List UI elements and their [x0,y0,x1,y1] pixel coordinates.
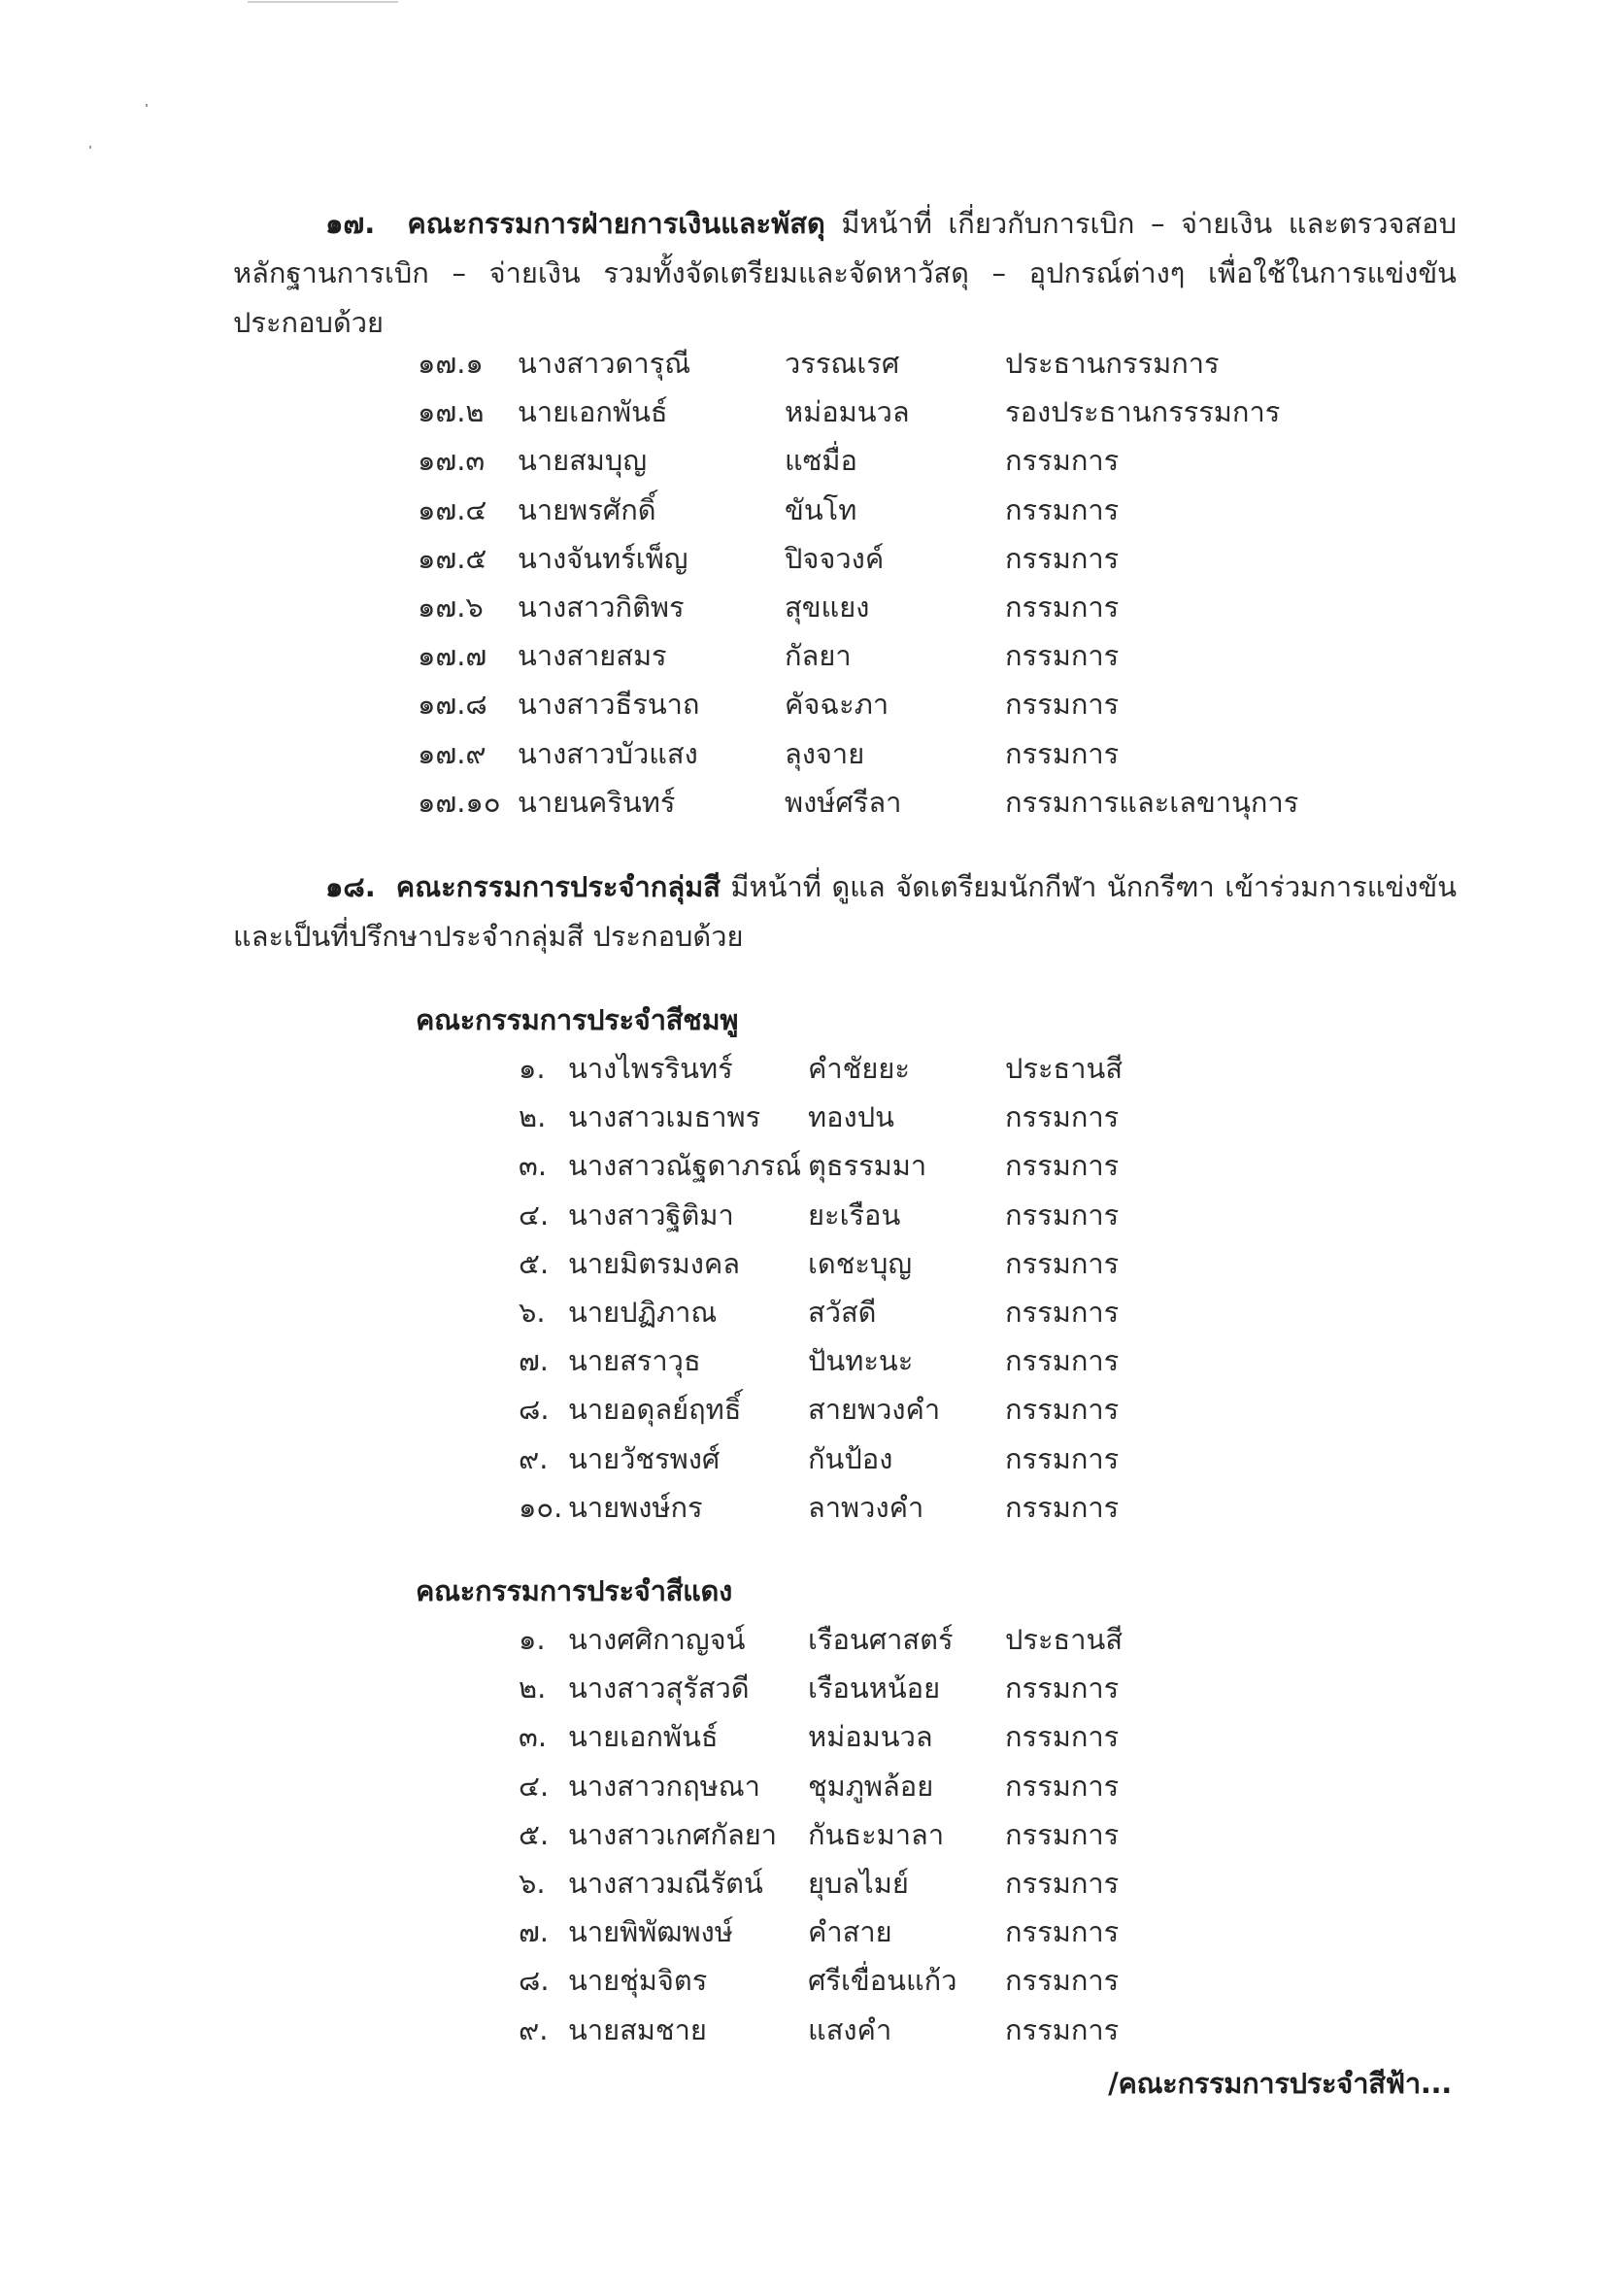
member-surname: ทองปน [808,1100,894,1134]
member-row [0,685,1610,724]
member-surname: เรือนศาสตร์ [808,1623,954,1656]
member-name: นางสาวฐิติมา [568,1198,734,1232]
member-name: นายเอกพันธ์ [568,1720,719,1754]
member-name: นางจันทร์เพ็ญ [518,541,688,575]
member-row [0,344,1610,383]
member-row [0,588,1610,626]
continuation-note: /คณะกรรมการประจำสีฟ้า... [1108,2067,1452,2100]
member-number: ๙. [519,2012,549,2046]
member-surname: เดชะบุญ [808,1246,913,1280]
member-name: นายปฏิภาณ [568,1296,718,1329]
member-surname: หม่อมนวล [808,1720,933,1754]
member-role: กรรมการ [1005,444,1120,478]
member-role: กรรมการและเลขานุการ [1005,785,1299,819]
member-role: กรรมการ [1005,492,1120,526]
member-number: ๖. [519,1867,546,1900]
member-number: ๕. [519,1246,550,1280]
member-number: ๑๗.๑๐ [418,785,501,819]
member-number: ๑๗.๖ [418,591,484,624]
member-row [0,1097,1610,1136]
member-surname: ตุธรรมมา [808,1149,927,1183]
member-role: กรรมการ [1005,1671,1120,1705]
member-role: กรรมการ [1005,639,1120,673]
member-role: รองประธานกรรรมการ [1005,395,1281,429]
member-role: กรรมการ [1005,688,1120,722]
member-number: ๔. [519,1769,550,1803]
section-18-paragraph [233,862,1457,962]
member-name: นายมิตรมงคล [568,1246,741,1280]
member-number: ๔. [519,1198,550,1232]
member-name: นางสาวบัวแสง [518,736,698,770]
member-role: กรรมการ [1005,1867,1120,1900]
member-name: นายอดุลย์ฤทธิ์ [568,1393,742,1427]
member-name: นางไพรรินทร์ [568,1052,733,1085]
member-role: กรรมการ [1005,541,1120,575]
member-surname: วรรณเรศ [785,347,900,380]
member-name: นายพรศักดิ์ [518,492,656,526]
member-row [0,2010,1610,2049]
member-row [0,1293,1610,1332]
member-role: กรรมการ [1005,1198,1120,1232]
member-role: กรรมการ [1005,1296,1120,1329]
member-name: นายพงษ์กร [568,1490,703,1524]
member-row [0,1146,1610,1185]
section-17-line-2: หลักฐานการเบิก – จ่ายเงิน รวมทั้งจัดเตรียมและจัดหาวัสดุ – อุปกรณ์ต่างๆ เพื่อใช้ในการแข่งขัน [233,256,1457,289]
member-row [0,1244,1610,1283]
member-surname: สายพวงคำ [808,1393,941,1427]
member-name: นายพิพัฒพงษ์ [568,1915,733,1949]
member-row [0,1390,1610,1429]
member-row [0,1864,1610,1903]
member-number: ๗. [519,1344,550,1378]
member-number: ๘. [519,1964,550,1998]
member-name: นางสาวกฤษณา [568,1769,760,1803]
member-surname: กันป้อง [808,1441,893,1475]
member-name: นางสาวเมธาพร [568,1100,761,1134]
member-row [0,441,1610,480]
member-surname: แซมื่อ [785,444,857,478]
member-surname: คำสาย [808,1915,892,1949]
member-surname: สวัสดี [808,1296,877,1329]
member-name: นายชุ่มจิตร [568,1964,708,1998]
member-role: กรรมการ [1005,1817,1120,1851]
member-name: นายวัชรพงศ์ [568,1441,721,1475]
member-number: ๑๗.๕ [418,541,487,575]
member-row [0,490,1610,529]
member-role: กรรมการ [1005,1964,1120,1998]
member-row [0,1912,1610,1951]
section-18-line-1-text: มีหน้าที่ ดูแล จัดเตรียมนักกีฬา นักกรีฑา เข้าร่วมการแข่งขัน [730,870,1458,903]
member-row [0,1196,1610,1234]
member-number: ๕. [519,1817,550,1851]
member-role: กรรมการ [1005,1915,1120,1949]
member-row [0,392,1610,431]
member-number: ๑. [519,1623,546,1656]
member-role: ประธานสี [1005,1623,1124,1656]
member-surname: ปิจจวงค์ [785,541,885,575]
member-surname: ยะเรือน [808,1198,901,1232]
member-number: ๑๗.๓ [418,444,486,478]
member-name: นางศศิกาญจน์ [568,1623,746,1656]
member-name: นางสาวดารุณี [518,347,691,380]
member-surname: เรือนหน้อย [808,1671,941,1705]
member-name: นายสมชาย [568,2012,707,2046]
member-number: ๖. [519,1296,546,1329]
member-role: กรรมการ [1005,1720,1120,1754]
member-name: นางสายสมร [518,639,667,673]
member-row [0,1488,1610,1527]
red-group-heading: คณะกรรมการประจำสีแดง [416,1574,732,1607]
member-row [0,1620,1610,1659]
member-number: ๑๗.๘ [418,688,487,722]
member-role: กรรมการ [1005,2012,1120,2046]
member-surname: คำชัยยะ [808,1052,910,1085]
member-name: นายนครินทร์ [518,785,676,819]
member-role: กรรมการ [1005,1100,1120,1134]
member-row [0,1961,1610,2000]
section-18-line-1 [233,862,1457,912]
member-number: ๒. [519,1671,547,1705]
member-number: ๙. [519,1441,549,1475]
member-role: กรรมการ [1005,1246,1120,1280]
member-surname: ปันทะนะ [808,1344,914,1378]
member-row [0,734,1610,773]
member-row [0,1049,1610,1088]
member-surname: แสงคำ [808,2012,892,2046]
member-number: ๑๗.๗ [418,639,487,673]
member-number: ๑๗.๑ [418,347,484,380]
member-number: ๗. [519,1915,550,1949]
member-role: กรรมการ [1005,736,1120,770]
member-surname: คัจฉะภา [785,688,889,722]
member-role: กรรมการ [1005,1393,1120,1427]
member-surname: หม่อมนวล [785,395,910,429]
pink-group-heading: คณะกรรมการประจำสีชมพู [416,1003,739,1036]
section-18-line-2: และเป็นที่ปรึกษาประจำกลุ่มสี ประกอบด้วย [233,920,744,953]
member-number: ๑๗.๒ [418,395,485,429]
member-name: นายสราวุธ [568,1344,701,1378]
member-row [0,1669,1610,1707]
member-surname: ลุงจาย [785,736,865,770]
member-surname: กันธะมาลา [808,1817,945,1851]
member-name: นางสาวณัฐดาภรณ์ [568,1149,802,1183]
member-surname: ชุมภูพล้อย [808,1769,934,1803]
member-name: นางสาวกิติพร [518,591,685,624]
member-number: ๑. [519,1052,546,1085]
member-number: ๑๗.๙ [418,736,486,770]
member-row [0,1767,1610,1806]
member-surname: ลาพวงคำ [808,1490,924,1524]
member-name: นายเอกพันธ์ [518,395,668,429]
member-role: กรรมการ [1005,1769,1120,1803]
member-name: นายสมบุญ [518,444,648,478]
member-surname: ศรีเขื่อนแก้ว [808,1964,957,1998]
member-surname: ยุบลไมย์ [808,1867,909,1900]
member-name: นางสาวมณีรัตน์ [568,1867,763,1900]
member-number: ๓. [519,1720,548,1754]
member-role: กรรมการ [1005,1149,1120,1183]
member-row [0,1815,1610,1854]
member-surname: พงษ์ศรีลา [785,785,902,819]
member-role: กรรมการ [1005,1490,1120,1524]
member-surname: สุขแยง [785,591,870,624]
member-role: กรรมการ [1005,1344,1120,1378]
section-18-title: คณะกรรมการประจำกลุ่มสี [395,870,721,903]
member-name: นางสาวเกศกัลยา [568,1817,778,1851]
scan-artifact [364,1,398,3]
member-surname: กัลยา [785,639,852,673]
member-row [0,636,1610,675]
member-number: ๑๗.๔ [418,492,487,526]
scan-speck [89,146,91,149]
member-row [0,1439,1610,1478]
member-row [0,1717,1610,1756]
section-17-line-3: ประกอบด้วย [233,306,385,339]
member-role: กรรมการ [1005,1441,1120,1475]
member-name: นางสาวธีรนาถ [518,688,700,722]
section-17-line-1-text: มีหน้าที่ เกี่ยวกับการเบิก – จ่ายเงิน และตรวจสอบ [841,207,1458,240]
section-17-number: ๑๗. [325,207,376,240]
member-role: กรรมการ [1005,591,1120,624]
section-18-number: ๑๘. [325,870,376,903]
member-surname: ขันโท [785,492,857,526]
member-number: ๒. [519,1100,547,1134]
section-17-paragraph [233,199,1457,348]
member-role: ประธานกรรมการ [1005,347,1220,380]
member-number: ๓. [519,1149,548,1183]
member-row [0,1341,1610,1380]
member-role: ประธานสี [1005,1052,1124,1085]
member-name: นางสาวสุรัสวดี [568,1671,750,1705]
member-number: ๘. [519,1393,550,1427]
member-number: ๑๐. [519,1490,563,1524]
scan-speck [146,104,148,107]
section-17-line-1 [233,199,1457,249]
member-row [0,783,1610,822]
member-row [0,539,1610,578]
section-17-title: คณะกรรมการฝ่ายการเงินและพัสดุ [407,207,825,240]
